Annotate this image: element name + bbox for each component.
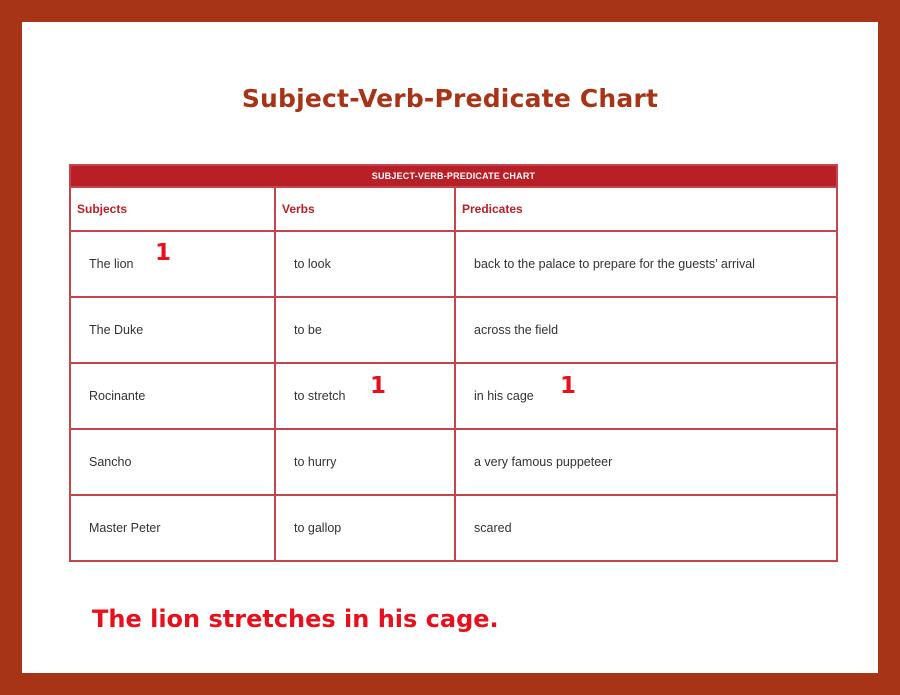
predicate-cell: a very famous puppeteer xyxy=(455,429,837,495)
worksheet-card xyxy=(22,22,878,673)
header-verbs: Verbs xyxy=(275,187,455,231)
table-row xyxy=(70,363,837,429)
header-subjects: Subjects xyxy=(70,187,275,231)
subject-cell xyxy=(70,231,275,297)
predicate-cell: scared xyxy=(455,495,837,561)
table-row xyxy=(70,429,837,495)
predicate-cell: across the field xyxy=(455,297,837,363)
subject-choice-mark: 1 xyxy=(155,240,172,266)
subject-cell: The Duke xyxy=(70,297,275,363)
subject-verb-predicate-table xyxy=(69,164,838,562)
predicate-cell xyxy=(455,363,837,429)
cell-text: The lion xyxy=(89,257,134,271)
verb-cell: to be xyxy=(275,297,455,363)
table-banner-row xyxy=(70,165,837,187)
header-predicates: Predicates xyxy=(455,187,837,231)
verb-cell: to look xyxy=(275,231,455,297)
table-banner: SUBJECT-VERB-PREDICATE CHART xyxy=(70,165,837,187)
verb-choice-mark: 1 xyxy=(370,373,387,399)
table-row xyxy=(70,231,837,297)
answer-sentence: The lion stretches in his cage. xyxy=(92,605,499,633)
cell-text: to stretch xyxy=(294,389,346,403)
table-header-row xyxy=(70,187,837,231)
predicate-cell: back to the palace to prepare for the guests’ arrival xyxy=(455,231,837,297)
verb-cell xyxy=(275,363,455,429)
table-row xyxy=(70,495,837,561)
cell-text: in his cage xyxy=(474,389,534,403)
page-title: Subject-Verb-Predicate Chart xyxy=(241,84,659,113)
table-row xyxy=(70,297,837,363)
subject-cell: Master Peter xyxy=(70,495,275,561)
subject-cell: Sancho xyxy=(70,429,275,495)
verb-cell: to gallop xyxy=(275,495,455,561)
subject-cell: Rocinante xyxy=(70,363,275,429)
verb-cell: to hurry xyxy=(275,429,455,495)
predicate-choice-mark: 1 xyxy=(560,373,577,399)
